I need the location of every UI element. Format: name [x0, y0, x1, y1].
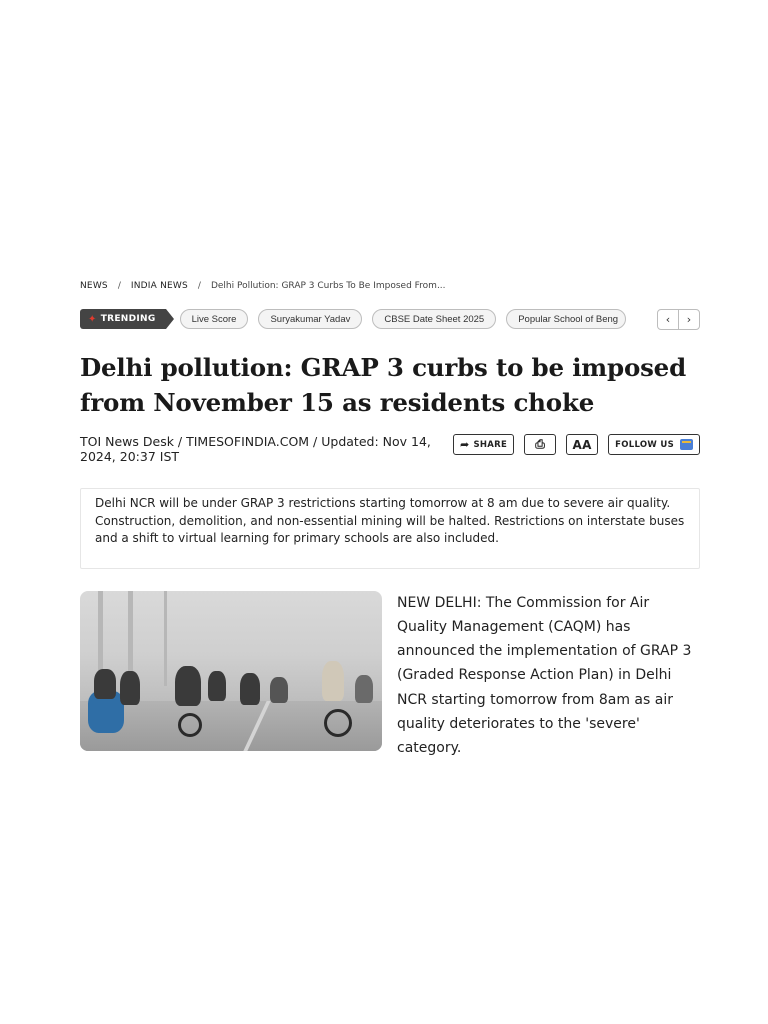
article-page: [80, 278, 700, 761]
follow-us-button[interactable]: [608, 434, 700, 455]
article-body-section: [80, 591, 700, 761]
trending-badge: [80, 309, 166, 329]
chevron-right-icon[interactable]: ›: [678, 310, 699, 329]
trending-chip-cbse-date-sheet[interactable]: CBSE Date Sheet 2025: [372, 309, 496, 329]
share-button[interactable]: [453, 434, 514, 455]
breadcrumb-india-news[interactable]: INDIA NEWS: [130, 281, 188, 291]
trending-scroll-controls: [657, 309, 700, 330]
article-actions: [453, 434, 700, 455]
photo-rider: [175, 666, 201, 706]
print-button[interactable]: [524, 434, 556, 455]
photo-rider: [240, 673, 260, 705]
photo-wheel: [324, 709, 352, 737]
trending-label: TRENDING: [100, 314, 156, 324]
breadcrumb-separator: /: [117, 281, 121, 291]
breadcrumb-current: Delhi Pollution: GRAP 3 Curbs To Be Imposed From...: [210, 281, 446, 291]
photo-rider: [270, 677, 288, 703]
breadcrumb: [80, 278, 700, 294]
chevron-left-icon[interactable]: ‹: [665, 312, 671, 326]
printer-icon: ⎙: [535, 437, 546, 451]
follow-us-label: FOLLOW US: [615, 439, 674, 450]
photo-cyclist: [322, 661, 344, 701]
photo-rider: [120, 671, 140, 705]
trending-chips: [180, 309, 647, 329]
fire-icon: ✦: [88, 313, 97, 325]
font-size-button[interactable]: [566, 434, 598, 455]
trending-chip-popular-school[interactable]: Popular School of Beng: [506, 309, 626, 329]
photo-rider: [208, 671, 226, 701]
photo-rider: [94, 669, 116, 699]
byline-row: [80, 434, 700, 464]
photo-rider: [355, 675, 373, 703]
share-arrow-icon: ➦: [459, 438, 470, 451]
breadcrumb-separator: /: [197, 281, 201, 291]
article-photo[interactable]: [80, 591, 382, 751]
article-summary: Delhi NCR will be under GRAP 3 restrictions starting tomorrow at 8 am due to severe air quality. Construction, demolition, and non-essential mining will be halted. Restrictions on interstate buses and a shift to virtual learning for primary schools are also included.: [80, 488, 700, 569]
trending-chip-live-score[interactable]: Live Score: [180, 309, 249, 329]
article-byline: TOI News Desk / TIMESOFINDIA.COM / Updated: Nov 14, 2024, 20:37 IST: [80, 434, 431, 464]
trending-bar: [80, 308, 700, 330]
article-headline: Delhi pollution: GRAP 3 curbs to be imposed from November 15 as residents choke: [80, 353, 687, 417]
breadcrumb-news[interactable]: NEWS: [80, 281, 108, 291]
photo-pole: [164, 591, 167, 686]
font-size-label: AA: [572, 437, 592, 452]
share-label: SHARE: [473, 439, 508, 450]
google-news-icon: [680, 439, 693, 450]
photo-wheel: [178, 713, 202, 737]
article-body-text: NEW DELHI: The Commission for Air Quality Management (CAQM) has announced the implementation of GRAP 3 (Graded Response Action Plan) in Delhi NCR starting tomorrow from 8am as air quality deteriorates to the 'severe' category.: [397, 594, 692, 757]
trending-chip-suryakumar-yadav[interactable]: Suryakumar Yadav: [258, 309, 362, 329]
